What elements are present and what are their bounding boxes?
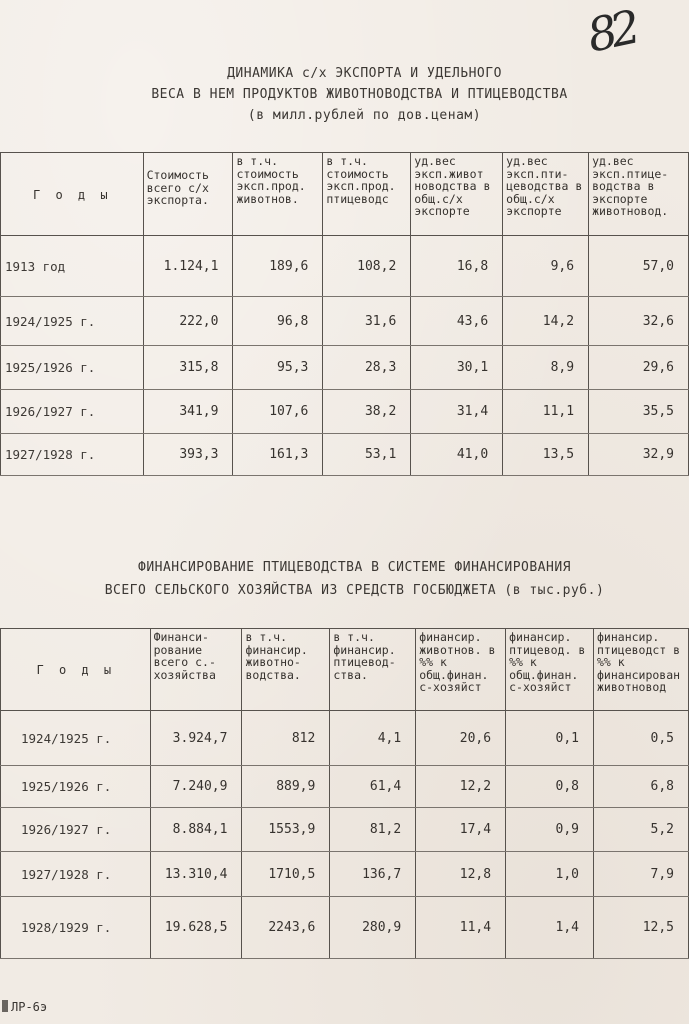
cell: 53,1 — [323, 434, 411, 476]
cell: 1.124,1 — [143, 236, 233, 297]
cell-year: 1928/1929 г. — [1, 897, 151, 959]
cell: 222,0 — [143, 297, 233, 346]
header-col: уд.вес эксп.живот новодства в общ.с/х экспорте — [411, 153, 503, 236]
cell: 31,6 — [323, 297, 411, 346]
cell: 1,4 — [506, 897, 594, 959]
financing-table — [0, 628, 689, 959]
footer-code — [2, 1000, 47, 1014]
cell: 812 — [242, 711, 330, 766]
cell: 17,4 — [416, 808, 506, 852]
cell-year: 1927/1928 г. — [1, 852, 151, 897]
cell: 43,6 — [411, 297, 503, 346]
table-row — [1, 897, 689, 959]
header-col: Стоимость всего с/х экспорта. — [143, 153, 233, 236]
cell: 1553,9 — [242, 808, 330, 852]
cell-year: 1926/1927 г. — [1, 390, 144, 434]
table1-subtitle: (в милл.рублей по дов.ценам) — [247, 108, 482, 123]
folio-number: 82 — [582, 0, 640, 63]
cell: 3.924,7 — [150, 711, 242, 766]
cell: 393,3 — [143, 434, 233, 476]
cell-year: 1926/1927 г. — [1, 808, 151, 852]
cell: 341,9 — [143, 390, 233, 434]
header-years: Г о д ы — [1, 153, 144, 236]
cell: 12,5 — [594, 897, 689, 959]
cell: 8,9 — [503, 346, 589, 390]
cell: 81,2 — [330, 808, 416, 852]
cell-year: 1927/1928 г. — [1, 434, 144, 476]
table-row — [1, 852, 689, 897]
table-row — [1, 390, 689, 434]
cell: 13,5 — [503, 434, 589, 476]
cell: 5,2 — [594, 808, 689, 852]
cell: 32,9 — [589, 434, 689, 476]
cell: 6,8 — [594, 766, 689, 808]
header-col: в т.ч. стоимость эксп.прод. птицеводс — [323, 153, 411, 236]
table2-title-line: ФИНАНСИРОВАНИЕ ПТИЦЕВОДСТВА В СИСТЕМЕ ФИНАНСИРОВАНИЯ — [138, 560, 571, 575]
cell: 32,6 — [589, 297, 689, 346]
cell: 57,0 — [589, 236, 689, 297]
cell: 96,8 — [233, 297, 323, 346]
cell: 189,6 — [233, 236, 323, 297]
table-row — [1, 236, 689, 297]
cell: 11,4 — [416, 897, 506, 959]
cell-year: 1925/1926 г. — [1, 346, 144, 390]
cell-year: 1924/1925 г. — [1, 297, 144, 346]
table-row — [1, 346, 689, 390]
cell-year: 1913 год — [1, 236, 144, 297]
cell: 35,5 — [589, 390, 689, 434]
table1-title-line: ВЕСА В НЕМ ПРОДУКТОВ ЖИВОТНОВОДСТВА И ПТИЦЕВОДСТВА — [151, 87, 568, 102]
export-table — [0, 152, 689, 476]
cell: 38,2 — [323, 390, 411, 434]
cell: 11,1 — [503, 390, 589, 434]
table-header-row — [1, 153, 689, 236]
cell: 7,9 — [594, 852, 689, 897]
table-row — [1, 711, 689, 766]
cell: 0,8 — [506, 766, 594, 808]
cell: 7.240,9 — [150, 766, 242, 808]
cell-year: 1925/1926 г. — [1, 766, 151, 808]
header-years: Г о д ы — [1, 629, 151, 711]
cell: 161,3 — [233, 434, 323, 476]
table-row — [1, 766, 689, 808]
cell: 280,9 — [330, 897, 416, 959]
cell: 1,0 — [506, 852, 594, 897]
table-row — [1, 808, 689, 852]
table-row — [1, 434, 689, 476]
cell: 28,3 — [323, 346, 411, 390]
cell: 31,4 — [411, 390, 503, 434]
cell: 136,7 — [330, 852, 416, 897]
cell: 19.628,5 — [150, 897, 242, 959]
cell: 61,4 — [330, 766, 416, 808]
cell: 1710,5 — [242, 852, 330, 897]
table-row — [1, 297, 689, 346]
header-col: в т.ч. стоимость эксп.прод. животнов. — [233, 153, 323, 236]
table-header-row — [1, 629, 689, 711]
header-col: уд.вес эксп.пти- цеводства в общ.с/х экспорте — [503, 153, 589, 236]
cell: 16,8 — [411, 236, 503, 297]
cell: 4,1 — [330, 711, 416, 766]
header-col: в т.ч. финансир. птицевод- ства. — [330, 629, 416, 711]
cell: 12,8 — [416, 852, 506, 897]
table1-title-line: ДИНАМИКА с/х ЭКСПОРТА И УДЕЛЬНОГО — [227, 66, 502, 81]
margin-mark — [2, 1000, 8, 1012]
cell: 889,9 — [242, 766, 330, 808]
cell: 14,2 — [503, 297, 589, 346]
table2-title-line: ВСЕГО СЕЛЬСКОГО ХОЗЯЙСТВА ИЗ СРЕДСТВ ГОСБЮДЖЕТА (в тыс.руб.) — [104, 583, 605, 598]
cell: 0,9 — [506, 808, 594, 852]
header-col: финансир. птицеводст в %% к финансирован животновод — [594, 629, 689, 711]
cell: 95,3 — [233, 346, 323, 390]
table2-heading — [0, 560, 689, 598]
header-col: уд.вес эксп.птице- водства в экспорте животновод. — [589, 153, 689, 236]
cell: 107,6 — [233, 390, 323, 434]
header-col: Финанси- рование всего с.- хозяйства — [150, 629, 242, 711]
cell: 9,6 — [503, 236, 589, 297]
footer-label: ЛР-6э — [11, 1000, 48, 1014]
table1-heading — [0, 66, 689, 123]
cell: 41,0 — [411, 434, 503, 476]
cell: 8.884,1 — [150, 808, 242, 852]
cell: 2243,6 — [242, 897, 330, 959]
cell: 12,2 — [416, 766, 506, 808]
cell: 13.310,4 — [150, 852, 242, 897]
header-col: в т.ч. финансир. животно- водства. — [242, 629, 330, 711]
cell: 29,6 — [589, 346, 689, 390]
header-col: финансир. птицевод. в %% к общ.финан. с-хозяйст — [506, 629, 594, 711]
cell-year: 1924/1925 г. — [1, 711, 151, 766]
cell: 315,8 — [143, 346, 233, 390]
header-col: финансир. животнов. в %% к общ.финан. с-хозяйст — [416, 629, 506, 711]
cell: 20,6 — [416, 711, 506, 766]
cell: 30,1 — [411, 346, 503, 390]
cell: 108,2 — [323, 236, 411, 297]
cell: 0,5 — [594, 711, 689, 766]
cell: 0,1 — [506, 711, 594, 766]
